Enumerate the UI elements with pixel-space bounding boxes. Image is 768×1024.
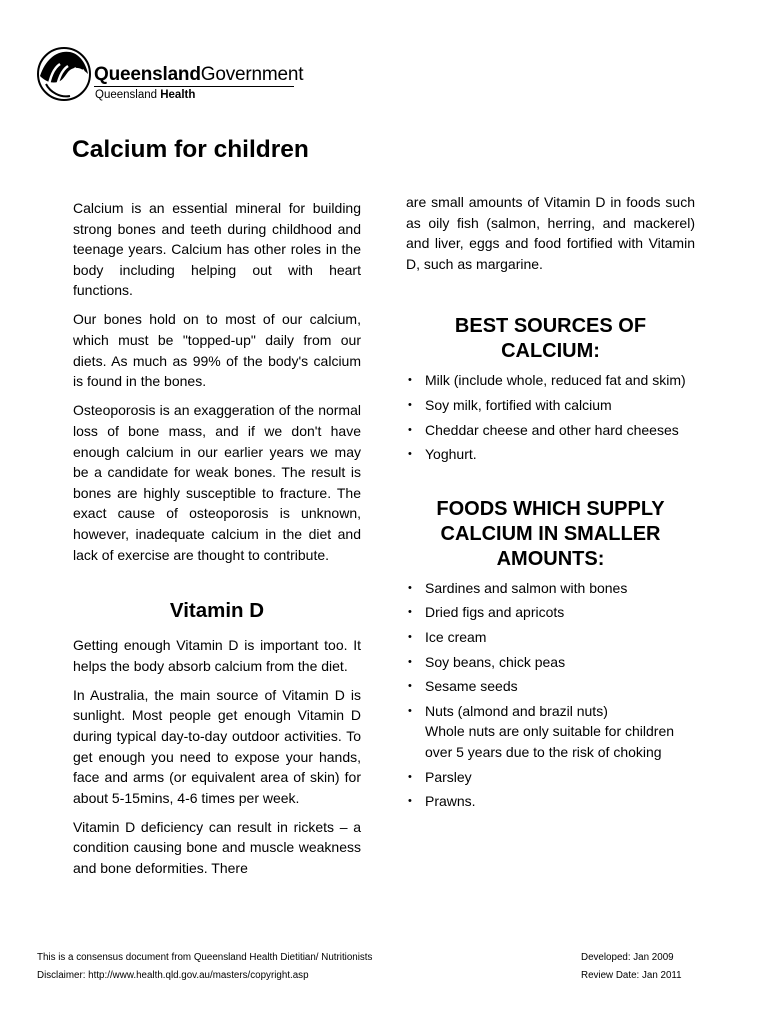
best-sources-list <box>406 370 695 464</box>
bullet-icon: • <box>408 423 412 436</box>
bullet-icon: • <box>408 680 412 693</box>
osteoporosis-paragraph: Osteoporosis is an exaggeration of the normal loss of bone mass, and if we don't have enough calcium in our earlier years we may be a candidate for weak bones. The result is bones are highly susceptible to fracture. The exact cause of osteoporosis is unknown, however, inadequate calcium in the diet and lack of exercise are thought to contribute. <box>73 402 361 563</box>
logo-org-name: QueenslandGovernment <box>94 64 304 85</box>
developed-date: Developed: Jan 2009 <box>581 952 674 963</box>
bullet-icon: • <box>408 606 412 619</box>
bullet-icon: • <box>408 398 412 411</box>
right-column <box>406 192 695 816</box>
vitamin-d-continuation: are small amounts of Vitamin D in foods such as oily fish (salmon, herring, and mackerel) and liver, eggs and food fortified with Vitamin D, such as margarine. <box>406 194 695 272</box>
list-item: • Ice cream <box>406 627 695 648</box>
nuts-safety-note: Whole nuts are only suitable for children over 5 years due to the risk of choking <box>425 723 675 760</box>
vitamin-d-paragraph: Vitamin D deficiency can result in rickets – a condition causing bone and muscle weakness and bone deformities. There <box>73 818 361 877</box>
list-item: • Soy beans, chick peas <box>406 652 695 673</box>
list-item: • Nuts (almond and brazil nuts) Whole nuts are only suitable for children over 5 years due to the risk of choking <box>406 701 695 763</box>
page-title: Calcium for children <box>72 136 309 163</box>
bullet-icon: • <box>408 581 412 594</box>
footer-right <box>581 949 682 985</box>
vitamin-d-heading: Vitamin D <box>169 599 265 623</box>
left-column <box>73 198 361 887</box>
list-item: • Dried figs and apricots <box>406 602 695 623</box>
vitamin-d-paragraph: In Australia, the main source of Vitamin D is sunlight. Most people get enough Vitamin D during typical day-to-day outdoor activities. To get enough you need to expose your hands, face and arms (or equivalent area of skin) for about 5-15mins, 4-6 times per week. <box>73 686 361 806</box>
bullet-icon: • <box>408 770 412 783</box>
consensus-note: This is a consensus document from Queensland Health Dietitian/ Nutritionists <box>37 952 373 963</box>
bullet-icon: • <box>408 795 412 808</box>
list-item: • Sesame seeds <box>406 676 695 697</box>
list-item: • Soy milk, fortified with calcium <box>406 395 695 416</box>
disclaimer-link[interactable]: Disclaimer: http://www.health.qld.gov.au/masters/copyright.asp <box>37 970 309 981</box>
bullet-icon: • <box>408 374 412 387</box>
list-item: • Prawns. <box>406 791 695 812</box>
logo-department: Queensland Health <box>95 89 196 101</box>
list-item: • Parsley <box>406 767 695 788</box>
footer-left <box>37 949 372 985</box>
bullet-icon: • <box>408 655 412 668</box>
bullet-icon: • <box>408 704 412 717</box>
bullet-icon: • <box>408 448 412 461</box>
smaller-amounts-heading: FOODS WHICH SUPPLY CALCIUM IN SMALLER AMOUNTS: <box>436 497 665 570</box>
logo-emblem-icon <box>36 46 92 102</box>
bones-paragraph: Our bones hold on to most of our calcium, which must be "topped-up" daily from our diets. As much as 99% of the body's calcium is found in the bones. <box>73 311 361 390</box>
list-item: • Milk (include whole, reduced fat and skim) <box>406 370 695 391</box>
list-item: • Cheddar cheese and other hard cheeses <box>406 420 695 441</box>
queensland-government-logo <box>36 46 306 106</box>
best-sources-heading: BEST SOURCES OF CALCIUM: <box>454 315 647 363</box>
intro-paragraph: Calcium is an essential mineral for building strong bones and teeth during childhood and teenage years. Calcium has other roles in the body including helping out with heart functions. <box>73 200 361 299</box>
logo-divider <box>94 86 294 87</box>
vitamin-d-paragraph: Getting enough Vitamin D is important too. It helps the body absorb calcium from the diet. <box>73 637 361 674</box>
review-date: Review Date: Jan 2011 <box>581 970 682 981</box>
smaller-amounts-list <box>406 578 695 812</box>
list-item: • Sardines and salmon with bones <box>406 578 695 599</box>
bullet-icon: • <box>408 630 412 643</box>
list-item: • Yoghurt. <box>406 444 695 465</box>
